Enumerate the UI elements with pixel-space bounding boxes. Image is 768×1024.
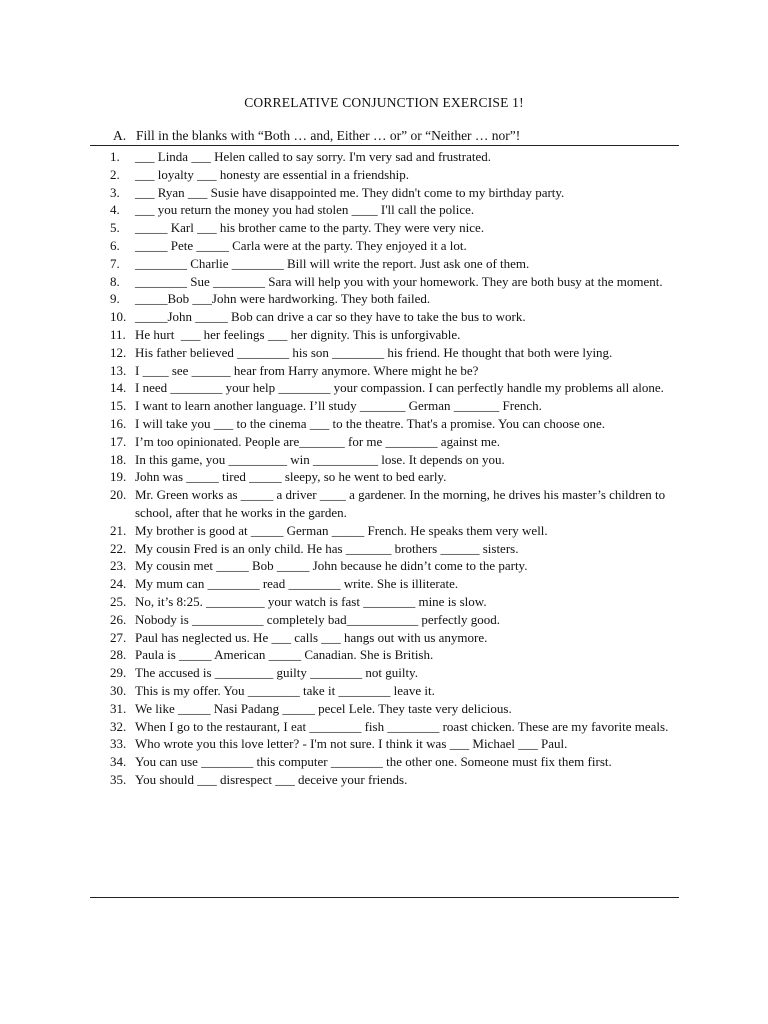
item-number: 25. (110, 593, 127, 609)
item-number: 27. (110, 629, 127, 645)
list-item (0, 611, 768, 629)
item-sentence: You can use ________ this computer ________ the other one. Someone must fix them first. (135, 754, 612, 770)
item-number: 13. (110, 362, 127, 378)
item-number: 9. (110, 291, 120, 307)
list-item (0, 237, 768, 255)
item-number: 7. (110, 255, 120, 271)
list-item (0, 700, 768, 718)
list-item (0, 629, 768, 647)
list-item (0, 718, 768, 736)
list-item (0, 201, 768, 219)
list-item (0, 219, 768, 237)
list-item (0, 344, 768, 362)
list-item (0, 486, 768, 522)
list-item (0, 326, 768, 344)
list-item (0, 362, 768, 380)
bottom-divider (90, 897, 679, 898)
instruction-text: Fill in the blanks with “Both … and, Either … or” or “Neither … nor”! (136, 128, 521, 143)
list-item (0, 415, 768, 433)
item-sentence: ___ loyalty ___ honesty are essential in a friendship. (135, 166, 410, 182)
item-number: 32. (110, 718, 127, 734)
list-item (0, 184, 768, 202)
item-number: 22. (110, 540, 127, 556)
item-sentence: His father believed ________ his son ________ his friend. He thought that both were lying. (135, 344, 613, 360)
item-number: 23. (110, 558, 127, 574)
item-sentence: I’m too opinionated. People are_______ for me ________ against me. (135, 433, 501, 449)
list-item (0, 451, 768, 469)
item-sentence: We like _____ Nasi Padang _____ pecel Lele. They taste very delicious. (135, 700, 512, 716)
item-number: 18. (110, 451, 127, 467)
item-sentence: My cousin met _____ Bob _____ John because he didn’t come to the party. (135, 558, 528, 574)
list-item (0, 664, 768, 682)
item-sentence: ________ Sue ________ Sara will help you with your homework. They are both busy at the moment. (135, 273, 663, 289)
item-number: 3. (110, 184, 120, 200)
list-item (0, 540, 768, 558)
item-sentence: Paula is _____ American _____ Canadian. She is British. (135, 647, 434, 663)
item-number: 29. (110, 665, 127, 681)
item-sentence: John was _____ tired _____ sleepy, so he went to bed early. (135, 469, 447, 485)
item-sentence: My mum can ________ read ________ write. She is illiterate. (135, 576, 459, 592)
item-sentence: I want to learn another language. I’ll study _______ German _______ French. (135, 398, 542, 414)
item-number: 5. (110, 220, 120, 236)
list-item (0, 290, 768, 308)
list-item (0, 379, 768, 397)
item-sentence: Paul has neglected us. He ___ calls ___ hangs out with us anymore. (135, 629, 488, 645)
list-item (0, 468, 768, 486)
item-sentence: ________ Charlie ________ Bill will write the report. Just ask one of them. (135, 255, 530, 271)
list-item (0, 522, 768, 540)
item-sentence: ___ Linda ___ Helen called to say sorry. I'm very sad and frustrated. (135, 149, 492, 164)
item-sentence: _____Bob ___John were hardworking. They both failed. (135, 291, 431, 307)
item-sentence: Mr. Green works as _____ a driver ____ a gardener. In the morning, he drives his master’s children to school, after that he works in the garden. (135, 487, 669, 520)
list-item (0, 575, 768, 593)
item-number: 28. (110, 647, 127, 663)
list-item (0, 273, 768, 291)
item-number: 19. (110, 469, 127, 485)
item-number: 31. (110, 700, 127, 716)
list-item (0, 308, 768, 326)
item-number: 20. (110, 487, 127, 503)
item-sentence: My brother is good at _____ German _____ French. He speaks them very well. (135, 522, 548, 538)
list-item (0, 148, 768, 166)
item-number: 26. (110, 611, 127, 627)
list-item (0, 255, 768, 273)
item-sentence: This is my offer. You ________ take it ________ leave it. (135, 682, 435, 698)
item-sentence: _____ Pete _____ Carla were at the party. They enjoyed it a lot. (135, 237, 467, 253)
item-sentence: _____ Karl ___ his brother came to the party. They were very nice. (135, 220, 485, 236)
item-number: 35. (110, 771, 127, 787)
section-instruction (113, 128, 520, 144)
item-number: 24. (110, 576, 127, 592)
item-sentence: Who wrote you this love letter? - I'm not sure. I think it was ___ Michael ___ Paul. (135, 736, 568, 752)
item-number: 17. (110, 433, 127, 449)
list-item (0, 682, 768, 700)
list-item (0, 593, 768, 611)
item-number: 15. (110, 398, 127, 414)
item-number: 16. (110, 415, 127, 431)
list-item (0, 166, 768, 184)
item-number: 1. (110, 149, 120, 164)
list-item (0, 771, 768, 789)
top-divider (90, 145, 679, 146)
item-sentence: When I go to the restaurant, I eat ________ fish ________ roast chicken. These are my favorite meals. (135, 718, 669, 734)
item-sentence: Nobody is ___________ completely bad___________ perfectly good. (135, 611, 501, 627)
item-sentence: I will take you ___ to the cinema ___ to the theatre. That's a promise. You can choose one. (135, 415, 605, 431)
list-item (0, 735, 768, 753)
item-number: 21. (110, 522, 127, 538)
list-item (0, 397, 768, 415)
item-number: 8. (110, 273, 120, 289)
exercise-list (0, 148, 768, 789)
list-item (0, 646, 768, 664)
item-sentence: I need ________ your help ________ your compassion. I can perfectly handle my problems all alone. (135, 380, 664, 396)
item-number: 10. (110, 309, 127, 325)
item-number: 2. (110, 166, 120, 182)
section-label: A. (113, 128, 127, 143)
item-number: 6. (110, 237, 120, 253)
item-sentence: The accused is _________ guilty ________ not guilty. (135, 665, 418, 681)
page-title: CORRELATIVE CONJUNCTION EXERCISE 1! (244, 95, 524, 110)
item-number: 34. (110, 754, 127, 770)
item-sentence: You should ___ disrespect ___ deceive your friends. (135, 771, 408, 787)
item-number: 30. (110, 682, 127, 698)
list-item (0, 557, 768, 575)
item-sentence: _____John _____ Bob can drive a car so they have to take the bus to work. (135, 309, 526, 325)
item-number: 11. (110, 326, 126, 342)
list-item (0, 753, 768, 771)
item-sentence: In this game, you _________ win __________ lose. It depends on you. (135, 451, 505, 467)
item-number: 14. (110, 380, 127, 396)
item-number: 33. (110, 736, 127, 752)
item-sentence: He hurt ___ her feelings ___ her dignity. This is unforgivable. (135, 326, 461, 342)
item-sentence: ___ you return the money you had stolen ____ I'll call the police. (135, 202, 475, 218)
item-number: 12. (110, 344, 127, 360)
item-sentence: ___ Ryan ___ Susie have disappointed me. They didn't come to my birthday party. (135, 184, 565, 200)
item-number: 4. (110, 202, 120, 218)
list-item (0, 433, 768, 451)
item-sentence: My cousin Fred is an only child. He has _______ brothers ______ sisters. (135, 540, 519, 556)
item-sentence: I ____ see ______ hear from Harry anymore. Where might he be? (135, 362, 479, 378)
item-sentence: No, it’s 8:25. _________ your watch is fast ________ mine is slow. (135, 593, 487, 609)
